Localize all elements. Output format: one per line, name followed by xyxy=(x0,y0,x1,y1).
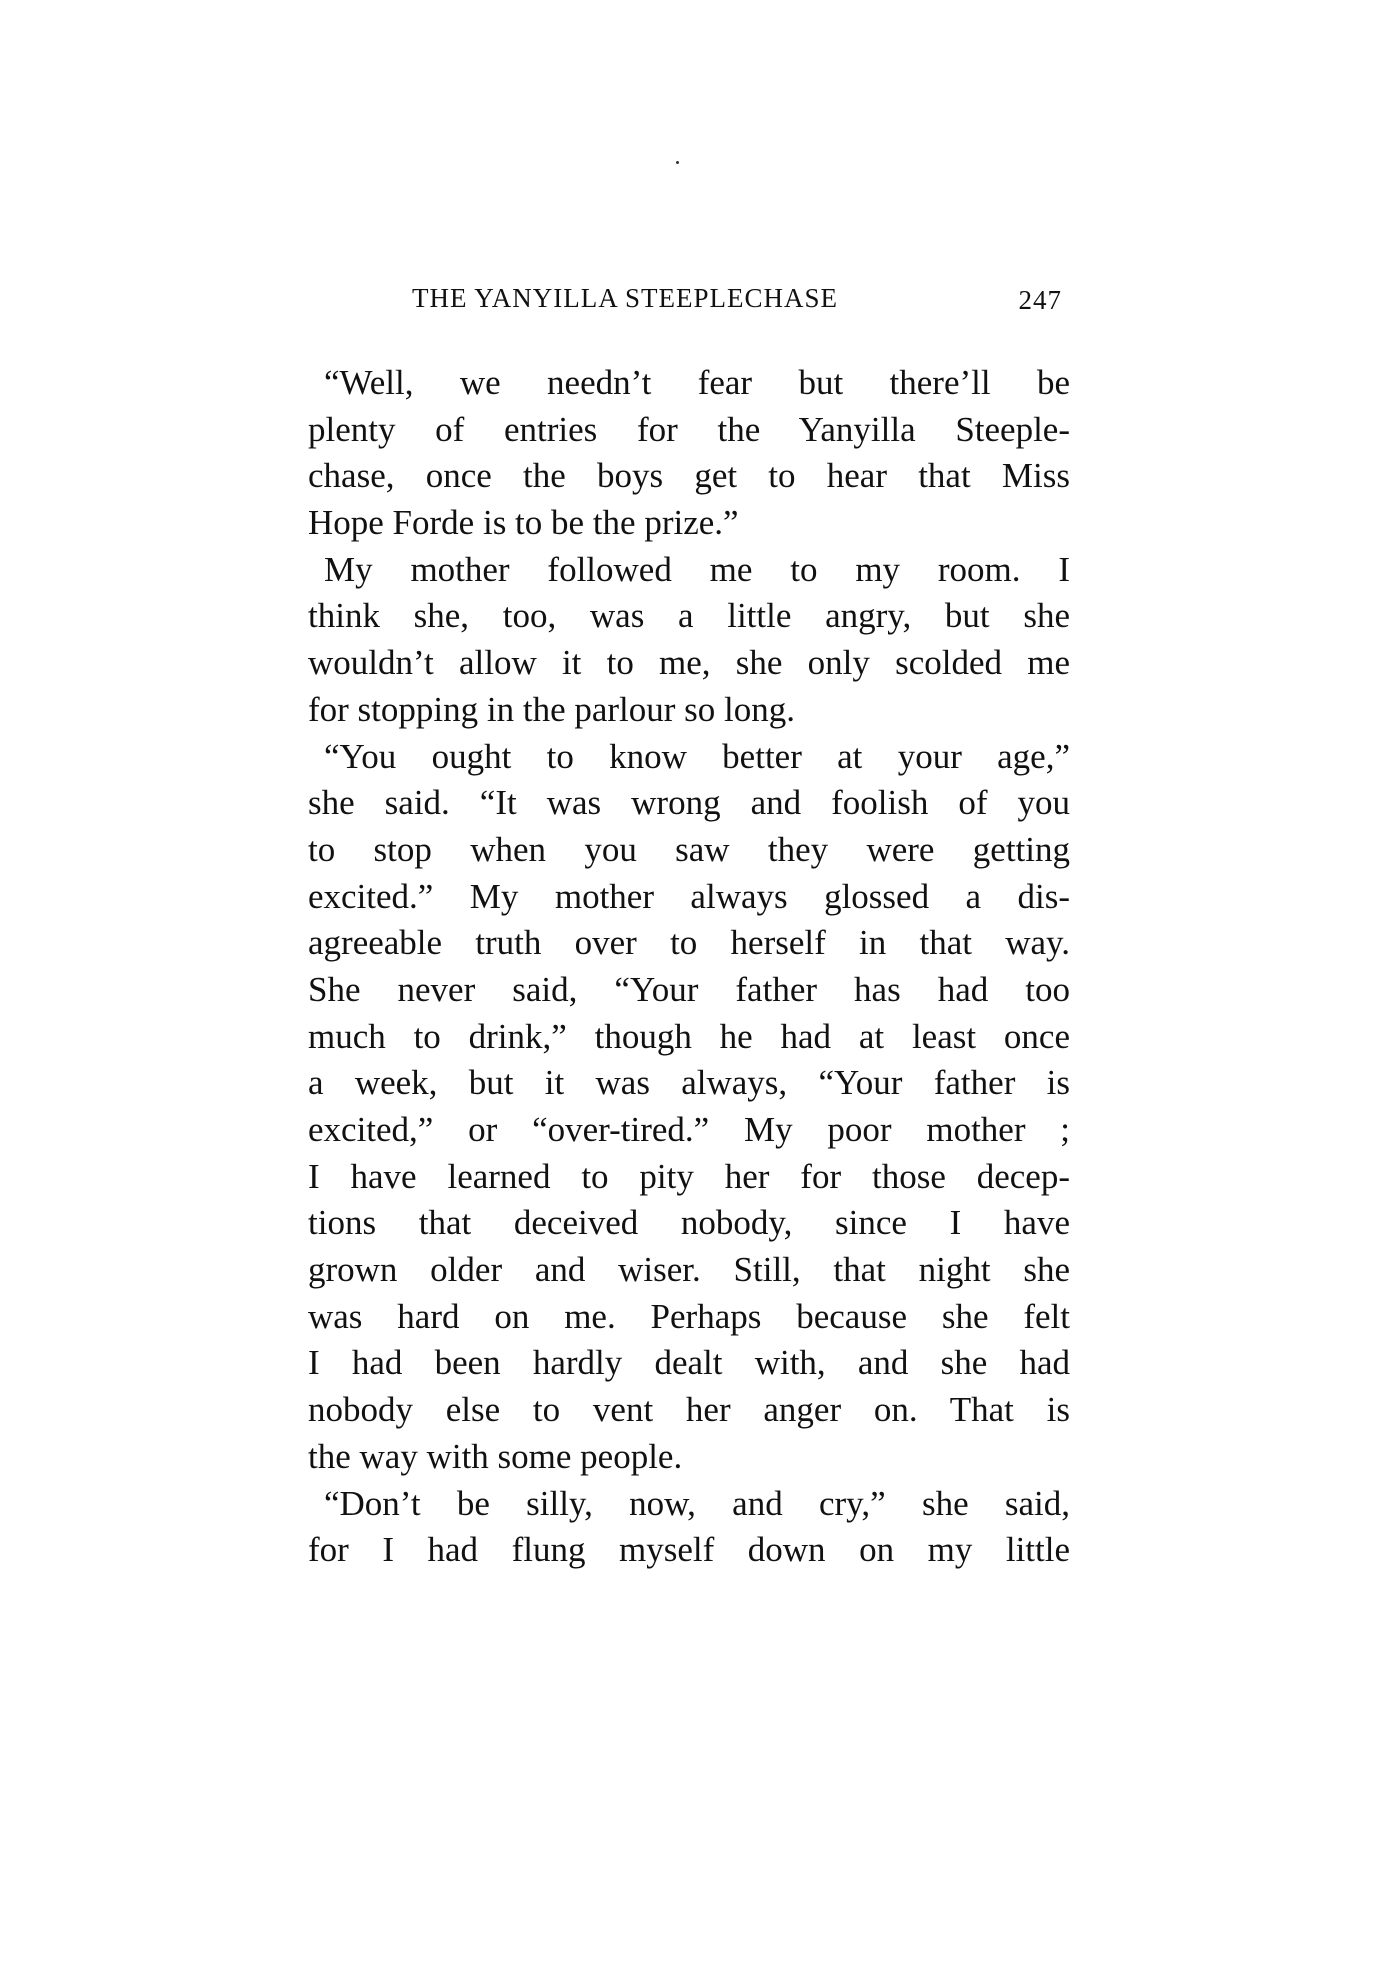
text-line: the way with some people. xyxy=(308,1436,683,1476)
running-title: THE YANYILLA STEEPLECHASE xyxy=(412,283,838,313)
text-line: I have learned to pity her for those decep- xyxy=(308,1156,1070,1196)
text-line: to stop when you saw they were getting xyxy=(308,829,1070,869)
text-line: wouldn’t allow it to me, she only scolded me xyxy=(308,643,1070,683)
text-line: for I had flung myself down on my little xyxy=(308,1530,1070,1570)
text-line: Hope Forde is to be the prize.” xyxy=(308,503,739,543)
text-line: “Don’t be silly, now, and cry,” she said, xyxy=(324,1483,1070,1523)
text-line: “You ought to know better at your age,” xyxy=(324,736,1070,776)
text-line: think she, too, was a little angry, but she xyxy=(308,596,1070,636)
text-line: excited.” My mother always glossed a dis- xyxy=(308,876,1070,916)
print-speck xyxy=(676,161,679,164)
text-line: tions that deceived nobody, since I have xyxy=(308,1203,1070,1243)
text-line: nobody else to vent her anger on. That is xyxy=(308,1390,1070,1430)
text-line: I had been hardly dealt with, and she had xyxy=(308,1343,1070,1383)
text-line: She never said, “Your father has had too xyxy=(308,969,1070,1009)
text-line: chase, once the boys get to hear that Miss xyxy=(308,456,1070,496)
text-line: much to drink,” though he had at least once xyxy=(308,1016,1070,1056)
text-line: for stopping in the parlour so long. xyxy=(308,689,796,729)
page-number: 247 xyxy=(1018,285,1062,315)
text-line: was hard on me. Perhaps because she felt xyxy=(308,1296,1070,1336)
text-line: grown older and wiser. Still, that night she xyxy=(308,1250,1070,1290)
text-line: My mother followed me to my room. I xyxy=(324,549,1070,589)
text-line: agreeable truth over to herself in that way. xyxy=(308,923,1070,963)
page-body-text xyxy=(308,360,1070,1574)
text-line: a week, but it was always, “Your father is xyxy=(308,1063,1070,1103)
text-line: excited,” or “over-tired.” My poor mother ; xyxy=(308,1110,1070,1149)
text-line: “Well, we needn’t fear but there’ll be xyxy=(324,363,1070,402)
text-line: plenty of entries for the Yanyilla Steeple- xyxy=(308,409,1070,449)
text-line: she said. “It was wrong and foolish of you xyxy=(308,783,1070,823)
